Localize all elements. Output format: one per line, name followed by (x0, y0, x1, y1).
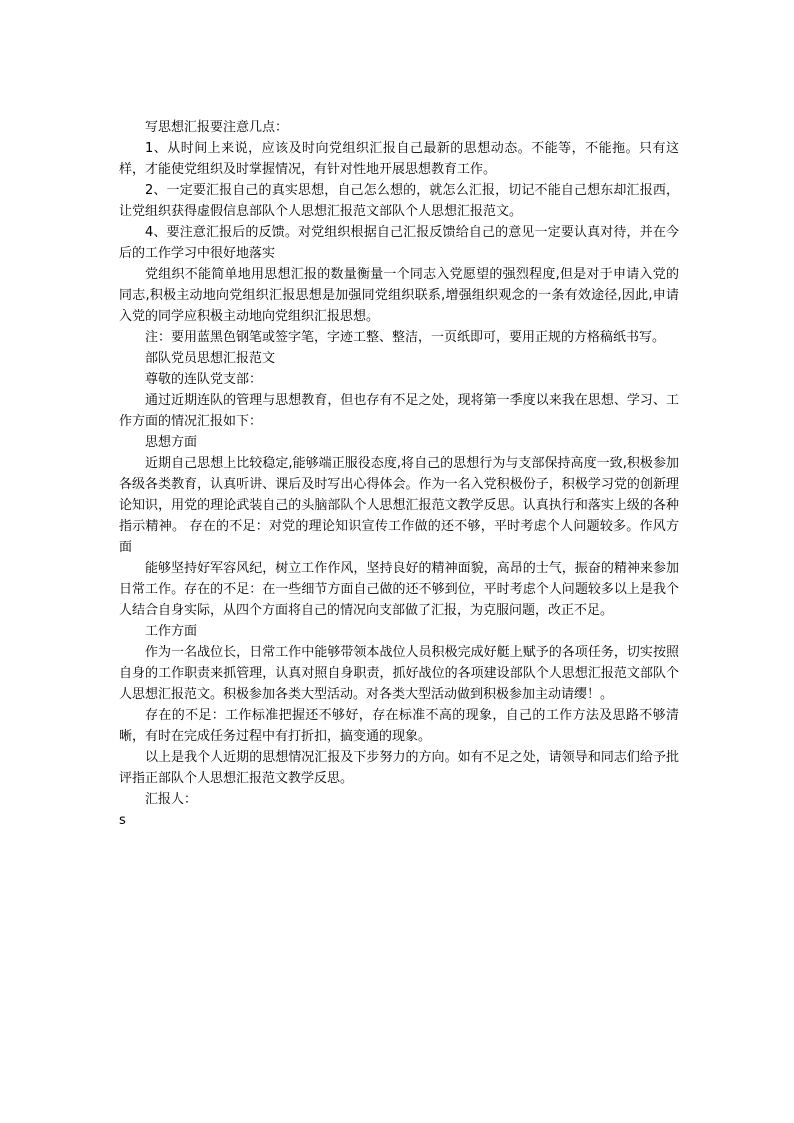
paragraph-importance: 党组织不能简单地用思想汇报的数量衡量一个同志入党愿望的强烈程度,但是对于申请入党的同志,积极主动地向党组织汇报思想是加强同党组织联系,增强组织观念的一条有效途径,因此,申请入党的同学应积极主动地向党组织汇报思想。 (119, 267, 679, 324)
signature-label: 汇报人： (145, 792, 198, 807)
note-item-1: 1、从时间上来说，应该及时向党组织汇报自己最新的思想动态。不能等，不能拖。只有这样，才能使党组织及时掌握情况，有针对性地开展思想教育工作。 (119, 141, 679, 177)
paragraph-intro: 通过近期连队的管理与思想教育，但也存有不足之处，现将第一季度以来我在思想、学习、工作方面的情况汇报如下： (119, 393, 679, 429)
document-body (119, 117, 679, 831)
note-item-2: 2、一定要汇报自己的真实思想，自己怎么想的，就怎么汇报，切记不能自己想东却汇报西，让党组织获得虚假信息部队个人思想汇报范文部队个人思想汇报范文。 (119, 183, 679, 219)
paragraph-format-note: 注：要用蓝黑色钢笔或签字笔，字迹工整、整洁，一页纸即可，要用正规的方格稿纸书写。 (145, 330, 666, 345)
paragraph-shortcomings: 存在的不足：工作标准把握还不够好，存在标准不高的现象，自己的工作方法及思路不够清晰，有时在完成任务过程中有打折扣，搞变通的现象。 (119, 708, 679, 744)
paragraph-thought: 近期自己思想上比较稳定,能够端正服役态度,将自己的思想行为与支部保持高度一致,积极参加各级各类教育，认真听讲、课后及时写出心得体会。作为一名入党积极份子，积极学习党的创新理论知识，用党的理论武装自己的头脑部队个人思想汇报范文教学反思。认真执行和落实上级的各种指示精神。 存在的不足：对党的理论知识宣传工作做的还不够，平时考虑个人问题较多。作风方面 (119, 456, 679, 555)
note-item-4: 4、要注意汇报后的反馈。对党组织根据自己汇报反馈给自己的意见一定要认真对待，并在今后的工作学习中很好地落实 (119, 225, 679, 261)
section-heading-thought: 思想方面 (145, 435, 198, 450)
section-heading-work: 工作方面 (145, 624, 198, 639)
sample-title: 部队党员思想汇报范文 (145, 351, 276, 366)
paragraph-closing: 以上是我个人近期的思想情况汇报及下步努力的方向。如有不足之处，请领导和同志们给予批评指正部队个人思想汇报范文教学反思。 (119, 750, 679, 786)
paragraph-style: 能够坚持好军容风纪，树立工作作风，坚持良好的精神面貌，高昂的士气，振奋的精神来参加日常工作。存在的不足：在一些细节方面自己做的还不够到位，平时考虑个人问题较多以上是我个人结合自身实际，从四个方面将自己的情况向支部做了汇报，为克服问题，改正不足。 (119, 561, 679, 618)
trailing-character: s (119, 813, 126, 828)
heading-notes: 写思想汇报要注意几点： (145, 120, 289, 135)
paragraph-work: 作为一名战位长，日常工作中能够带领本战位人员积极完成好艇上赋予的各项任务，切实按照自身的工作职责来抓管理，认真对照自身职责，抓好战位的各项建设部队个人思想汇报范文部队个人思想汇报范文。积极参加各类大型活动。对各类大型活动做到积极参加主动请缨！。 (119, 645, 679, 702)
salutation: 尊敬的连队党支部： (145, 372, 263, 387)
